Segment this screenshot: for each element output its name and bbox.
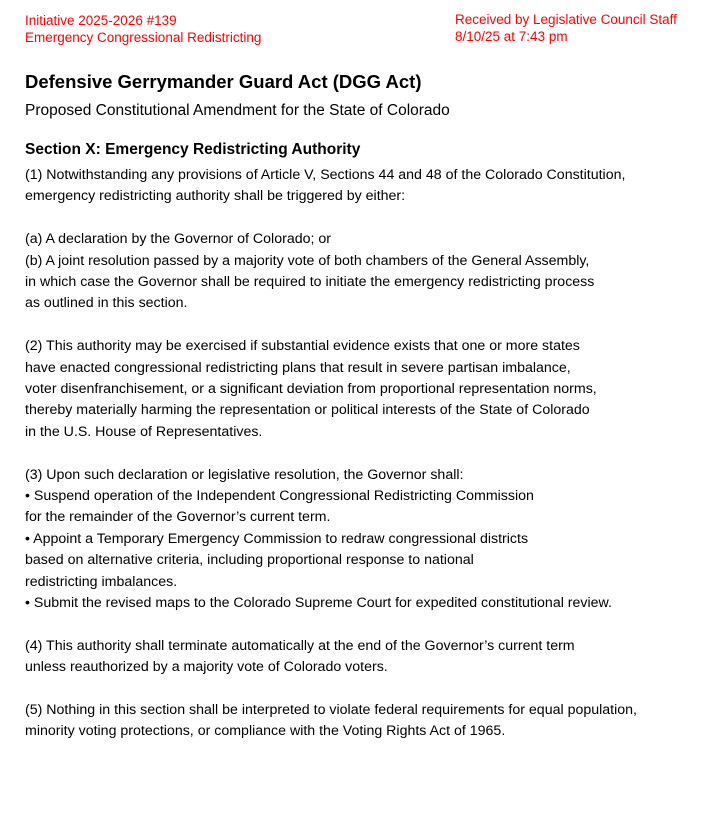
paragraph-line: (1) Notwithstanding any provisions of Article V, Sections 44 and 48 of the Colorado Constitution, [25,167,626,183]
paragraph-2 [25,336,695,443]
paragraph-line: (2) This authority may be exercised if substantial evidence exists that one or more states [25,338,580,355]
paragraph-line: thereby materially harming the representation or political interests of the State of Colorado [25,402,590,419]
paragraph-line: based on alternative criteria, including proportional response to national [25,552,474,569]
document-subtitle: Proposed Constitutional Amendment for the State of Colorado [25,102,450,119]
paragraph-line: voter disenfranchisement, or a significant deviation from proportional representation norms, [25,381,597,398]
paragraph-line: have enacted congressional redistricting plans that result in severe partisan imbalance, [25,359,571,376]
paragraph-line: (5) Nothing in this section shall be interpreted to violate federal requirements for equal population, [25,702,637,719]
paragraph-line: • Appoint a Temporary Emergency Commission to redraw congressional districts [25,530,529,547]
paragraph-5 [25,700,695,743]
paragraph-4 [25,636,695,679]
paragraph-line: minority voting protections, or compliance with the Voting Rights Act of 1965. [25,723,506,740]
paragraph-line: for the remainder of the Governor’s current term. [25,509,331,526]
paragraph-line: • Submit the revised maps to the Colorado Supreme Court for expedited constitutional review. [25,595,612,612]
paragraph-line: unless reauthorized by a majority vote of Colorado voters. [25,659,388,676]
section-heading: Section X: Emergency Redistricting Authority [25,141,361,158]
paragraph-line: in the U.S. House of Representatives. [25,423,263,440]
received-timestamp: 8/10/25 at 7:43 pm [455,29,568,44]
received-stamp [455,11,677,45]
paragraph-line: (b) A joint resolution passed by a majority vote of both chambers of the General Assembly, [25,252,590,269]
paragraph-line: in which case the Governor shall be required to initiate the emergency redistricting process [25,274,595,291]
document-title: Defensive Gerrymander Guard Act (DGG Act) [25,71,422,92]
section-paragraphs [25,165,695,743]
paragraph-1-clauses [25,229,695,315]
initiative-name: Emergency Congressional Redistricting [25,30,262,45]
received-by: Received by Legislative Council Staff [455,12,677,27]
paragraph-line: • Suspend operation of the Independent Congressional Redistricting Commission [25,488,534,505]
paragraph-line: redistricting imbalances. [25,573,178,590]
paragraph-line: (4) This authority shall terminate automatically at the end of the Governor’s current term [25,637,575,654]
document-body [25,71,695,743]
paragraph-line: (3) Upon such declaration or legislative resolution, the Governor shall: [25,466,464,483]
paragraph-1 [25,165,695,208]
paragraph-line: as outlined in this section. [25,295,188,312]
initiative-number: Initiative 2025-2026 #139 [25,13,177,28]
paragraph-3 [25,465,695,615]
initiative-stamp [25,12,261,46]
paragraph-line: (a) A declaration by the Governor of Colorado; or [25,231,331,248]
paragraph-line: emergency redistricting authority shall be triggered by either: [25,188,406,205]
